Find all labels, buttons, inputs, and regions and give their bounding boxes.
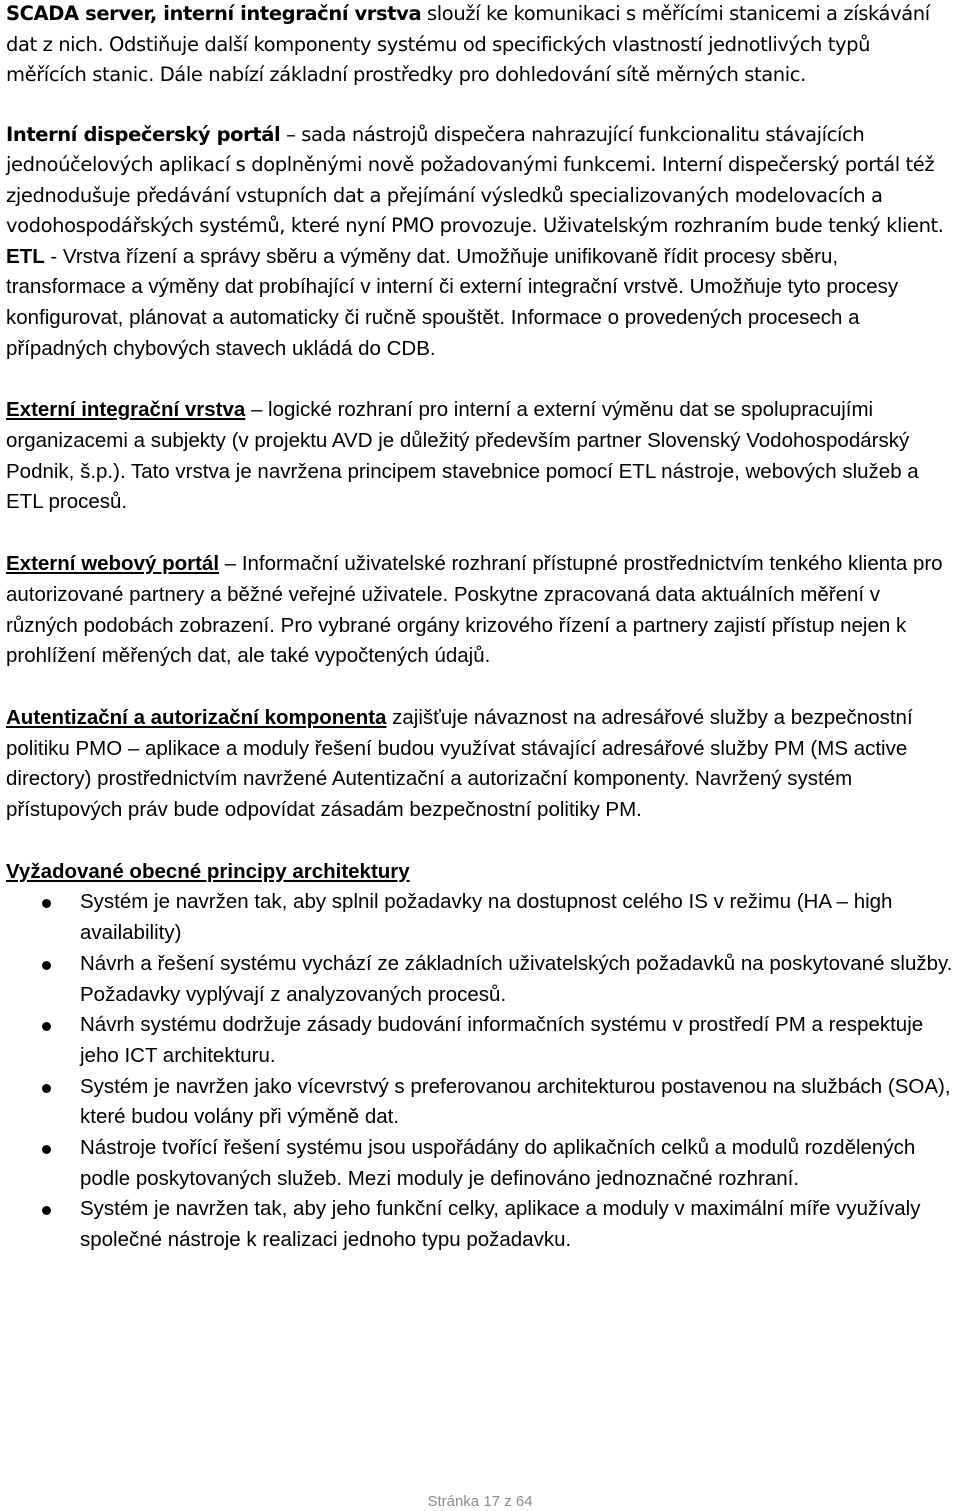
- principle-text: Systém je navržen jako vícevrstvý s preferovanou architekturou postavenou na službách (SOA), které budou volány při výměně dat.: [80, 1074, 951, 1129]
- principle-text: Nástroje tvořící řešení systému jsou uspořádány do aplikačních celků a modulů rozdělených podle poskytovaných služeb. Mezi moduly je definováno jednoznačné rozhraní.: [80, 1136, 916, 1190]
- principles-heading: Vyžadované obecné principy architektury: [6, 859, 410, 883]
- page-total: 64: [515, 1493, 533, 1510]
- bullet-icon: [42, 1145, 51, 1154]
- text-etl: - Vrstva řízení a správy sběru a výměny dat. Umožňuje unifikovaně řídit procesy sběru, transformace a výměny dat probíhající v interní či externí integrační vrstvě. Umožňuje tyto procesy konfigurovat, plánovat a automaticky či ručně spouštět. Informace o provedených procesech a případných chybových stavech ukládá do CDB.: [6, 244, 899, 360]
- bullet-icon: [42, 899, 51, 908]
- principle-item: [6, 1072, 954, 1133]
- principle-item: [6, 1194, 954, 1255]
- text-auth-component: zajišťuje návaznost na adresářové služby a bezpečnostní politiku PMO – aplikace a moduly řešení budou využívat stávající adresářové služby PM (MS active directory) prostřednictvím navržené Autentizační a autorizační komponenty. Navržený systém přístupových práv bude odpovídat zásadám bezpečnostní politiky PM.: [6, 705, 913, 822]
- principle-text: Návrh systému dodržuje zásady budování informačních systému v prostředí PM a respektuje jeho ICT architekturu.: [80, 1013, 924, 1067]
- paragraph-dispatcher-portal: [6, 120, 954, 242]
- bullet-icon: [42, 1206, 51, 1215]
- bullet-icon: [42, 1084, 51, 1093]
- paragraph-external-integration: [6, 395, 954, 518]
- paragraph-auth-component: [6, 703, 954, 826]
- term-etl: ETL: [6, 244, 45, 268]
- term-external-web-portal: Externí webový portál: [6, 552, 220, 576]
- paragraph-external-web-portal: [6, 549, 954, 672]
- term-external-integration: Externí integrační vrstva: [6, 398, 246, 422]
- paragraph-scada: [6, 0, 954, 91]
- principle-item: [6, 1010, 954, 1071]
- term-dispatcher-portal: Interní dispečerský portál: [6, 122, 281, 146]
- term-scada: SCADA server, interní integrační vrstva: [6, 2, 422, 25]
- principle-text: Systém je navržen tak, aby jeho funkční celky, aplikace a moduly v maximální míře využívaly společné nástroje k realizaci jednoho typu požadavku.: [80, 1197, 921, 1252]
- page-label: Stránka: [427, 1493, 480, 1510]
- principle-text: Systém je navržen tak, aby splnil požadavky na dostupnost celého IS v režimu (HA – high availability): [80, 890, 893, 945]
- principle-item: [6, 1133, 954, 1194]
- principles-list: [6, 887, 954, 1255]
- text-dispatcher-portal: – sada nástrojů dispečera nahrazující funkcionalitu stávajících jednoúčelových aplikací s doplněnými nově požadovanými funkcemi. Interní dispečerský portál též zjednodušuje předávání vstupních dat a přejímání výsledků specializovaných modelovacích a vodohospodářských systémů, které nyní PMO provozuje. Uživatelským rozhraním bude tenký klient.: [6, 122, 944, 237]
- page-footer: [0, 1493, 960, 1510]
- paragraph-etl: [6, 242, 954, 365]
- page-current: 17: [483, 1493, 501, 1510]
- principle-item: [6, 949, 954, 1010]
- principle-item: [6, 887, 954, 948]
- bullet-icon: [42, 1022, 51, 1031]
- bullet-icon: [42, 961, 51, 970]
- text-external-integration: – logické rozhraní pro interní a externí výměnu dat se spolupracujími organizacemi a subjekty (v projektu AVD je důležitý především partner Slovenský Vodohospodárský Podnik, š.p.). Tato vrstva je navržena principem stavebnice pomocí ETL nástroje, webových služeb a ETL procesů.: [6, 398, 919, 514]
- principle-text: Návrh a řešení systému vychází ze základních uživatelských požadavků na poskytované služby. Požadavky vyplývají z analyzovaných procesů.: [80, 951, 953, 1006]
- text-scada: slouží ke komunikaci s měřícími stanicemi a získávání dat z nich. Odstiňuje další komponenty systému od specifických vlastností jednotlivých typů měřících stanic. Dále nabízí základní prostředky pro dohledování sítě měrných stanic.: [6, 2, 930, 86]
- term-auth-component: Autentizační a autorizační komponenta: [6, 705, 387, 729]
- text-external-web-portal: – Informační uživatelské rozhraní přístupné prostřednictvím tenkého klienta pro autorizované partnery a běžné veřejné uživatele. Poskytne zpracovaná data aktuálních měření v různých podobách zobrazení. Pro vybrané orgány krizového řízení a partnery zajistí přístup nejen k prohlížení měřených dat, ale také vypočtených údajů.: [6, 552, 943, 668]
- page-of: z: [504, 1493, 512, 1510]
